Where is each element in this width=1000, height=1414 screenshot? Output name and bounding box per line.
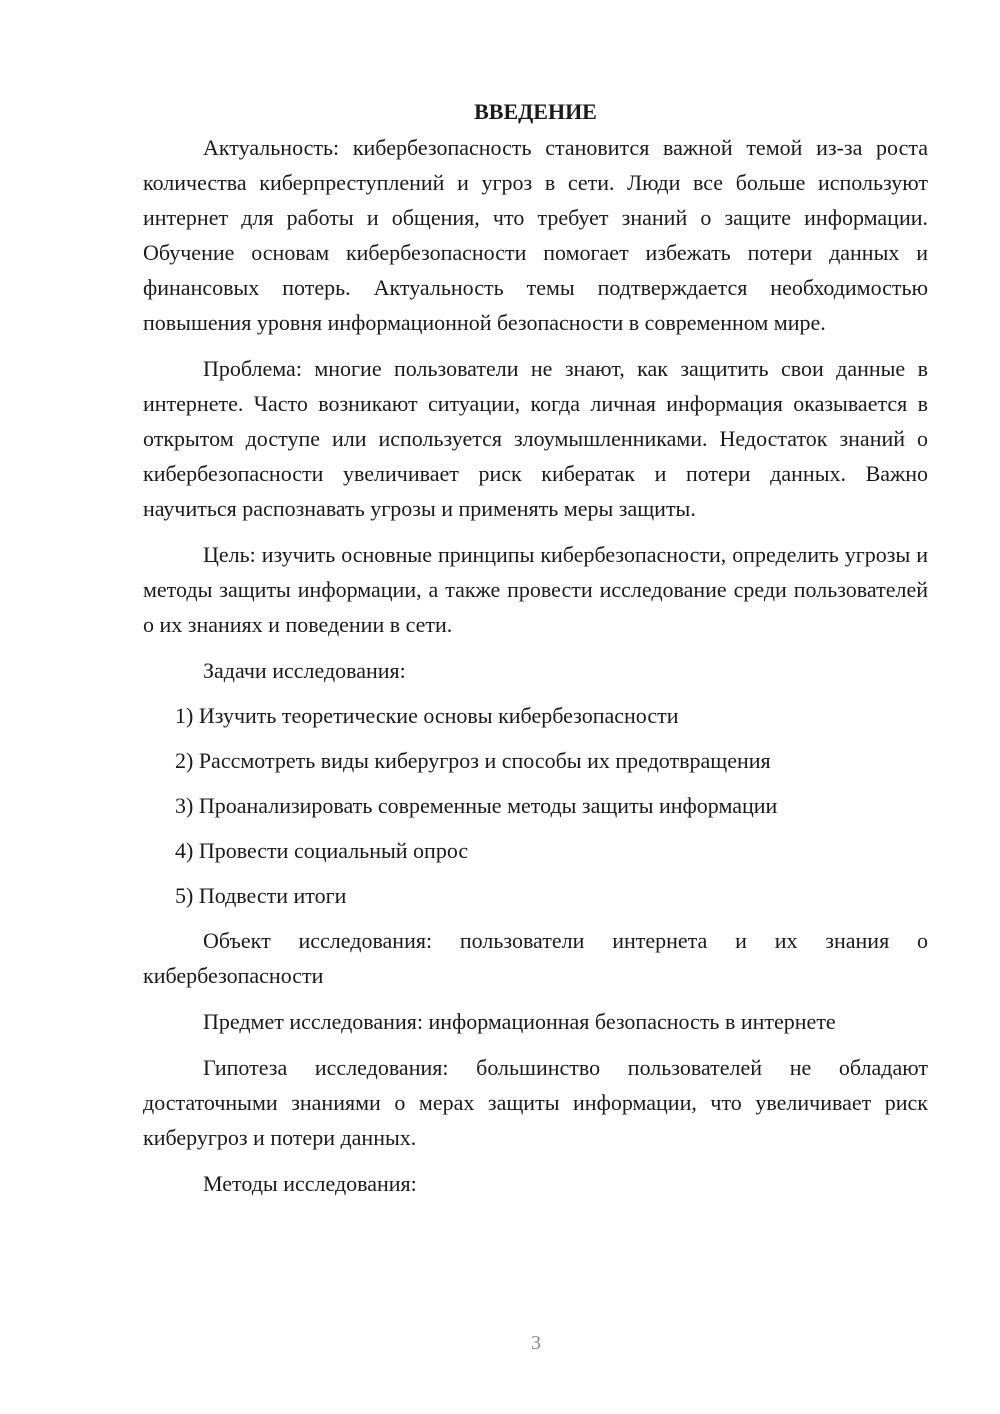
task-item: 5) Подвести итоги <box>175 883 347 908</box>
page-number: 3 <box>531 1332 541 1354</box>
task-item: 1) Изучить теоретические основы кибербезопасности <box>175 703 679 728</box>
methods-heading: Методы исследования: <box>203 1171 417 1196</box>
tasks-heading: Задачи исследования: <box>203 658 406 683</box>
goal-paragraph: Цель: изучить основные принципы кибербезопасности, определить угрозы и методы защиты информации, а также провести исследование среди пользователей о их знаниях и поведении в сети. <box>143 542 928 637</box>
task-item: 2) Рассмотреть виды киберугроз и способы их предотвращения <box>175 748 771 773</box>
relevance-paragraph: Актуальность: кибербезопасность становится важной темой из-за роста количества киберпреступлений и угроз в сети. Люди все больше используют интернет для работы и общения, что требует знаний о защите информации. Обучение основам кибербезопасности помогает избежать потери данных и финансовых потерь. Актуальность темы подтверждается необходимостью повышения уровня информационной безопасности в современном мире. <box>143 135 928 335</box>
object-paragraph: Объект исследования: пользователи интернета и их знания о кибербезопасности <box>143 928 928 988</box>
problem-paragraph: Проблема: многие пользователи не знают, как защитить свои данные в интернете. Часто возникают ситуации, когда личная информация оказывается в открытом доступе или используется злоумышленниками. Недостаток знаний о кибербезопасности увеличивает риск кибератак и потери данных. Важно научиться распознавать угрозы и применять меры защиты. <box>143 356 928 521</box>
page-title: ВВЕДЕНИЕ <box>474 99 597 124</box>
hypothesis-paragraph: Гипотеза исследования: большинство пользователей не обладают достаточными знаниями о мерах защиты информации, что увеличивает риск киберугроз и потери данных. <box>143 1055 928 1150</box>
task-item: 4) Провести социальный опрос <box>175 838 469 863</box>
page-content <box>143 94 928 1211</box>
subject-paragraph: Предмет исследования: информационная безопасность в интернете <box>203 1009 836 1034</box>
task-item: 3) Проанализировать современные методы защиты информации <box>175 793 778 818</box>
